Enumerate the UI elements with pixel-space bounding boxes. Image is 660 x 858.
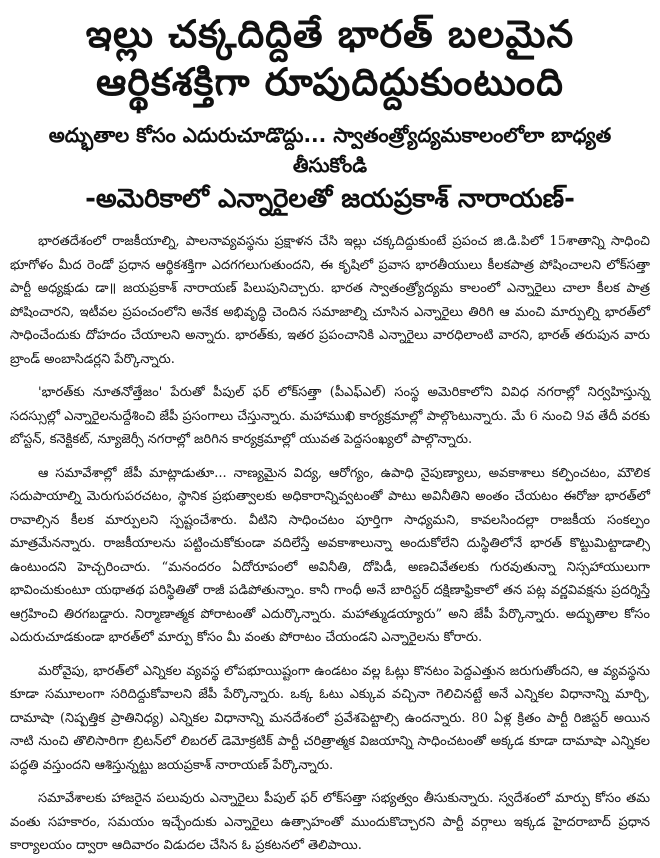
headline-line-2: ఆర్థికశక్తిగా రూపుదిద్దుకుంటుంది bbox=[96, 60, 564, 104]
article-paragraph-5: సమావేశాలకు హాజరైన పలువురు ఎన్నారైలు పీపుల్ ఫర్ లోక్‌సత్తా సభ్యత్వం తీసుకున్నారు. స్వదేశంలో మార్పు కోసం తమ వంతు సహకారం, సమయం ఇచ్చేందుకు ఎన్నారైలు ఉత్సాహంతో ముందుకొచ్చారని పార్టీ వర్గాలు ఇక్కడ హైదరాబాద్ ప్రధాన కార్యాలయం ద్వారా ఆదివారం విడుదల చేసిన ఓ ప్రకటనలో తెలిపాయి. bbox=[10, 791, 650, 853]
headline-line-1: ఇల్లు చక్కదిద్దితే భారత్ బలమైన bbox=[85, 12, 575, 56]
article-headline bbox=[10, 10, 650, 106]
news-article bbox=[0, 10, 660, 853]
article-byline: -అమెరికాలో ఎన్నారైలతో జయప్రకాశ్ నారాయణ్- bbox=[85, 184, 575, 214]
article-subheading: అద్భుతాల కోసం ఎదురుచూడొద్దు... స్వాతంత్ర్యోద్యమకాలంలోలా బాధ్యత తీసుకోండి bbox=[48, 123, 612, 177]
article-paragraph-4: మరోవైపు, భారత్‌లో ఎన్నికల వ్యవస్థ లోపభూయిష్టంగా ఉండటం వల్ల ఓట్లు కొనటం పెద్దఎత్తున జరుగుతోందని, ఆ వ్యవస్థను కూడా సమూలంగా సరిదిద్దుకోవాలని జేపీ పేర్కొన్నారు. ఒక్క ఓటు ఎక్కువ వచ్చినా గెలిచినట్టే అనే ఎన్నికల విధానాన్ని మార్చి, దామాషా (నిష్పత్తిక ప్రాతినిధ్య) ఎన్నికల విధానాన్ని మనదేశంలో ప్రవేశపెట్టాల్సి ఉందన్నారు. 80 ఏళ్ల క్రితం పార్టీ రిజిస్టర్ అయిన నాటి నుంచి తొలిసారిగా బ్రిటన్‌లో లిబరల్ డెమోక్రటిక్ పార్టీ చరిత్రాత్మక విజయాన్ని సాధించటంతో అక్కడ కూడా దామాషా ఎన్నికల పద్ధతి వస్తుందని ఆశిస్తున్నట్టు జయప్రకాశ్ నారాయణ్ పేర్కొన్నారు. bbox=[10, 663, 650, 773]
article-paragraph-2: 'భారత్‌కు నూతనోత్తేజం' పేరుతో పీపుల్ ఫర్ లోక్‌సత్తా (పీఎఫ్ఎల్) సంస్థ అమెరికాలోని వివిధ నగరాల్లో నిర్వహిస్తున్న సదస్సుల్లో ఎన్నారైలనుద్దేశించి జేపీ ప్రసంగాలు చేస్తున్నారు. మహాముఖి కార్యక్రమాల్లో పాల్గొంటున్నారు. మే 6 నుంచి 9వ తేదీ వరకు బోస్టన్, కనెక్టికట్, న్యూజెర్సీ నగరాల్లో జరిగిన కార్యక్రమాల్లో యువత పెద్దసంఖ్యలో పాల్గొన్నారు. bbox=[10, 385, 650, 447]
article-paragraph-1: భారతదేశంలో రాజకీయాల్ని, పాలనావ్యవస్థను ప్రక్షాళన చేసి ఇల్లు చక్కదిద్దుకుంటే ప్రపంచ జి.డి.పిలో 15శాతాన్ని సాధించి భూగోళం మీద రెండో ప్రధాన ఆర్థికశక్తిగా ఎదగగలుగుతుందని, ఈ కృషిలో ప్రవాస భారతీయులు కీలకపాత్ర పోషించాలని లోక్‌సత్తా పార్టీ అధ్యక్షుడు డా॥ జయప్రకాశ్ నారాయణ్ పిలుపునిచ్చారు. భారత స్వాతంత్ర్యోద్యమ కాలంలో ఎన్నారైలు చాలా కీలక పాత్ర పోషించారని, ఇటీవల ప్రపంచంలోని అనేక అభివృద్ధి చెందిన సమాజాల్ని చూసిన ఎన్నారైలు తిరిగి ఆ మంచి మార్పుల్ని భారత్‌లో సాధించేందుకు దోహదం చేయాలని అన్నారు. భారత్‌కు, ఇతర ప్రపంచానికి ఎన్నారైలు వారధిలాంటి వారని, భారత్ తరుపున వారు బ్రాండ్ అంబాసిడర్లని పేర్కొన్నారు. bbox=[10, 234, 650, 367]
article-paragraph-3: ఆ సమావేశాల్లో జేపీ మాట్లాడుతూ... నాణ్యమైన విద్య, ఆరోగ్యం, ఉపాధి నైపుణ్యాలు, అవకాశాలు కల్పించటం, మౌలిక సదుపాయాల్ని మెరుగుపరచటం, స్థానిక ప్రభుత్వాలకు అధికారాన్నివ్వటంతో పాటు అవినీతిని అంతం చేయటం ఈరోజు భారత్‌లో రావాల్సిన కీలక మార్పులని స్పష్టంచేశారు. వీటిని సాధించటం పూర్తిగా సాధ్యమని, కావలసిందల్లా రాజకీయ సంకల్పం మాత్రమేనన్నారు. రాజకీయాలను పట్టించుకోకుండా వదిలేస్తే అవకాశాలున్నా అందుకోలేని దుస్థితిలోనే భారత్ కొట్టుమిట్టాడాల్సి ఉంటుందని హెచ్చరించారు. “మనందరం ఏదోరూపంలో అవినీతి, దోపిడీ, అణచివేతలకు గురవుతున్నా నిస్సహాయులుగా భావించుకుంటూ యథాతథ పరిస్థితితో రాజీ పడిపోతున్నాం. కానీ గాంధీ అనే బారిస్టర్ దక్షిణాఫ్రికాలో తన పట్ల వర్ణవివక్షను ప్రదర్శిస్తే ఆగ్రహించి తిరగబడ్డారు. నిర్మాణాత్మక పోరాటంతో ఎదుర్కొన్నారు. మహాత్ముడయ్యారు” అని జేపీ పేర్కొన్నారు. అద్భుతాల కోసం ఎదురుచూడకుండా భారత్‌లో మార్పు కోసం మీ వంతు పోరాటం చేయండని ఎన్నారైలను కోరారు. bbox=[10, 465, 650, 645]
